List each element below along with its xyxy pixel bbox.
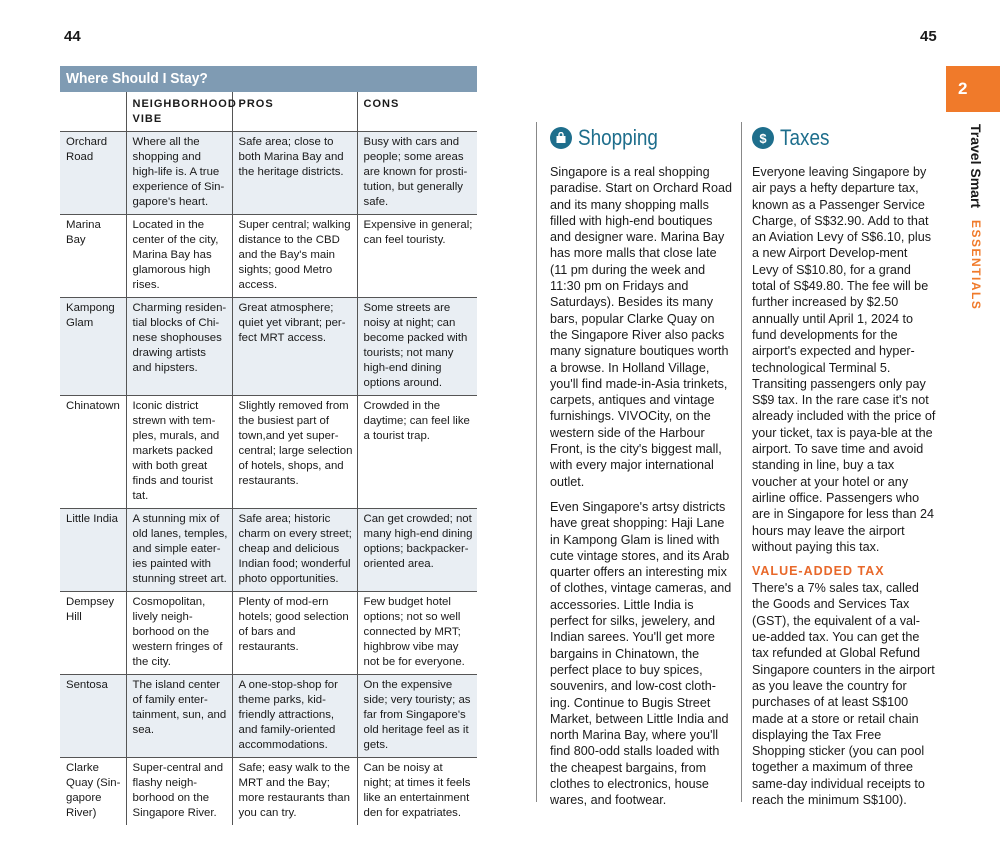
cons-cell: Crowded in the daytime; can feel like a tourist trap.: [357, 396, 477, 509]
where-to-stay-table: [60, 66, 477, 825]
neighborhood-name: Kampong Glam: [60, 298, 126, 396]
neighborhood-name: Clarke Quay (Sin-gapore River): [60, 758, 126, 826]
pros-cell: Great atmosphere; quiet yet vibrant; per-fect MRT access.: [232, 298, 357, 396]
table-row: [60, 132, 477, 215]
vibe-cell: Cosmopolitan, lively neigh-borhood on the western fringes of the city.: [126, 592, 232, 675]
shopping-bag-icon: [550, 127, 572, 149]
shopping-paragraph: Even Singapore's artsy districts have great shopping: Haji Lane in Kampong Glam is lined with cute vintage stores, and its Arab quarter offers an interesting mix of clothes, vintage cameras, and accessories. Little India is perfect for silks, jewelery, and Indian sarees. You'll get more bargains in Chinatown, the perfect place to buy spices, souvenirs, and low-cost cloth-ing. Continue to Bugis Street Market, between Little India and north Marina Bay, where you'll find 800-odd stalls loaded with the cheapest bargains, from clothes to electronics, house wares, and footwear.: [550, 499, 732, 808]
pros-cell: Super central; walking distance to the CBD and the Bay's main sights; good Metro access.: [232, 215, 357, 298]
chapter-tab: [946, 66, 1000, 112]
dollar-icon: $: [752, 127, 774, 149]
table-header-row: [60, 92, 477, 132]
pros-cell: Safe area; historic charm on every street; cheap and delicious Indian food; wonderful photo opportunities.: [232, 509, 357, 592]
pros-cell: A one-stop-shop for theme parks, kid-friendly attractions, and family-oriented accommodations.: [232, 675, 357, 758]
page-number-right: 45: [920, 28, 937, 45]
neighborhood-name: Marina Bay: [60, 215, 126, 298]
cons-cell: Busy with cars and people; some areas are known for prosti-tution, but generally safe.: [357, 132, 477, 215]
taxes-paragraph: Everyone leaving Singapore by air pays a hefty departure tax, known as a Passenger Service Charge, of S$32.90. Add to that an Aviation Levy of S$6.10, plus a new Airport Develop-ment Levy of S$10.80, for a grand total of S$49.80. The fee will be further increased by $2.50 annually until April 1, 2024 to fund developments for the airport's expected and hyper-technological Terminal 5. Transiting passengers only pay S$9 tax. In the rare case it's not already included with the price of your ticket, tax is paya-ble at the airport. To save time and avoid standing in line, buy a tax voucher at your hotel or any airline office. Passengers who are in Singapore for less than 24 hours may leave the airport without paying this tax.: [752, 165, 936, 554]
running-head: [968, 124, 984, 310]
cons-cell: Can be noisy at night; at times it feels like an entertainment den for expatriates.: [357, 758, 477, 826]
pros-cell: Plenty of mod-ern hotels; good selection of bars and restaurants.: [232, 592, 357, 675]
column-header: [60, 92, 126, 132]
table-row: [60, 509, 477, 592]
shopping-section: [550, 118, 734, 818]
table-row: [60, 215, 477, 298]
neighborhood-name: Chinatown: [60, 396, 126, 509]
neighborhood-name: Orchard Road: [60, 132, 126, 215]
cons-cell: Expensive in general; can feel touristy.: [357, 215, 477, 298]
pros-cell: Slightly removed from the busiest part of town,and yet super-central; large selection of hotels, shops, and restaurants.: [232, 396, 357, 509]
pros-cell: Safe area; close to both Marina Bay and the heritage districts.: [232, 132, 357, 215]
table-title: Where Should I Stay?: [60, 66, 477, 92]
vibe-cell: Located in the center of the city, Marina Bay has glamorous high rises.: [126, 215, 232, 298]
chapter-title: Travel Smart: [968, 124, 984, 209]
cons-cell: On the expensive side; very touristy; as far from Singapore's old heritage feel as it gets.: [357, 675, 477, 758]
taxes-paragraph: There's a 7% sales tax, called the Goods and Services Tax (GST), the equivalent of a val-ue-added tax. You can get the tax refunded at Global Refund Singapore counters in the airport as you leave the country for purchases of at least S$100 made at a store or retail chain displaying the Tax Free Shopping sticker (you can pool together a maximum of three same-day individual receipts to reach the minimum S$100).: [752, 581, 935, 807]
neighborhood-name: Little India: [60, 509, 126, 592]
cons-cell: Some streets are noisy at night; can become packed with tourists; not many high-end dining options around.: [357, 298, 477, 396]
column-divider: [741, 122, 742, 802]
vibe-cell: A stunning mix of old lanes, temples, and simple eater-ies painted with stunning street art.: [126, 509, 232, 592]
vibe-cell: Iconic district strewn with tem-ples, murals, and markets packed with both great finds and tourist tat.: [126, 396, 232, 509]
cons-cell: Few budget hotel options; not so well connected by MRT; highbrow vibe may not be for everyone.: [357, 592, 477, 675]
chapter-subtitle: ESSENTIALS: [969, 219, 983, 311]
shopping-heading: Shopping: [578, 125, 658, 150]
vat-subheading: VALUE-ADDED TAX: [752, 564, 885, 579]
pros-cell: Safe; easy walk to the MRT and the Bay; more restaurants than you can try.: [232, 758, 357, 826]
page-number-left: 44: [64, 28, 81, 45]
column-header: NEIGHBORHOOD VIBE: [126, 92, 232, 132]
table-row: [60, 675, 477, 758]
taxes-section: [752, 118, 936, 817]
vibe-cell: The island center of family enter-tainment, sun, and sea.: [126, 675, 232, 758]
table-row: [60, 592, 477, 675]
vibe-cell: Charming residen-tial blocks of Chi-nese shophouses drawing artists and hipsters.: [126, 298, 232, 396]
neighborhood-name: Dempsey Hill: [60, 592, 126, 675]
table-row: [60, 298, 477, 396]
column-divider: [536, 122, 537, 802]
table-row: [60, 758, 477, 826]
vibe-cell: Super-central and flashy neigh-borhood on the Singapore River.: [126, 758, 232, 826]
chapter-number: 2: [958, 79, 968, 98]
stay-table: [60, 92, 477, 825]
taxes-heading: Taxes: [780, 125, 830, 150]
table-row: [60, 396, 477, 509]
column-header: PROS: [232, 92, 357, 132]
column-header: CONS: [357, 92, 477, 132]
shopping-paragraph: Singapore is a real shopping paradise. Start on Orchard Road and its many shopping malls filled with high-end boutiques and designer ware. Marina Bay has more malls that close late (11 pm during the week and 11:30 pm on Fridays and Saturdays). Besides its many bars, popular Clarke Quay on the Singapore River also packs many signature boutiques worth a browse. In Holland Village, you'll find made-in-Asia trinkets, carpets, antiques and vintage furnishings. VIVOCity, on the western side of the Harbour Front, is the city's biggest mall, with every major international outlet.: [550, 165, 733, 489]
neighborhood-name: Sentosa: [60, 675, 126, 758]
cons-cell: Can get crowded; not many high-end dining options; backpacker-oriented area.: [357, 509, 477, 592]
vibe-cell: Where all the shopping and high-life is. A true experience of Sin-gapore's heart.: [126, 132, 232, 215]
